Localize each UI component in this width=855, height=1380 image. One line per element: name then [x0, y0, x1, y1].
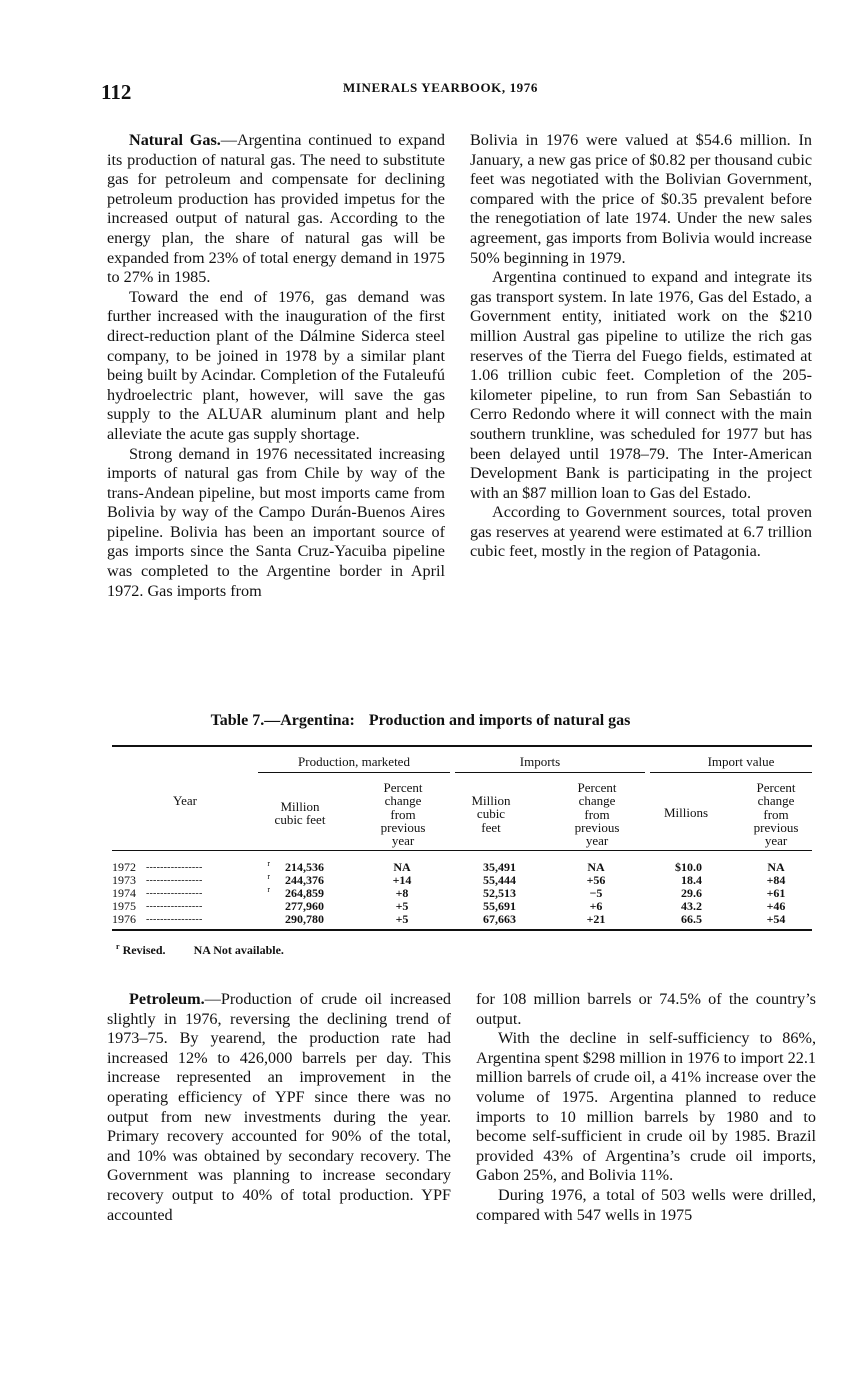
cell-production: 290,780 — [285, 912, 324, 926]
cell-production: 214,536 — [285, 860, 324, 874]
paragraph: Bolivia in 1976 were valued at $54.6 million. In January, a new gas price of $0.82 per thousand cubic feet was negotiated with the Bolivian Government, compared with the price of $0.35 prevalent before the renegotiation of late 1974. Under the new sales agreement, gas imports from Bolivia would increase 50% beginning in 1979. — [470, 131, 812, 267]
table-bottom-rule — [112, 929, 812, 931]
paragraph — [107, 131, 445, 288]
header-bottom-rule — [112, 850, 812, 851]
col-header-prod-percent-change — [365, 781, 441, 847]
cell-imports-pct: +6 — [589, 899, 603, 913]
cell-import-value-pct: NA — [767, 860, 785, 874]
paragraph: for 108 million barrels or 74.5% of the country’s output. — [476, 990, 816, 1028]
cell-production-pct: +8 — [395, 886, 409, 900]
table-title — [0, 712, 855, 730]
group-underline-production — [258, 772, 450, 773]
cell-imports: 35,491 — [483, 860, 516, 874]
header-line: year — [764, 833, 788, 849]
header-line: from — [763, 806, 789, 822]
cell-imports-pct: +56 — [586, 873, 606, 887]
header-line: Percent — [577, 780, 617, 795]
cell-imports-pct: +21 — [586, 912, 606, 926]
cell-year: 1972 — [112, 860, 136, 874]
paragraph-text: —Production of crude oil increased slightly in 1976, reversing the declining trend of 1973–75. By yearend, the production rate had increased 12% to 426,000 barrels per day. This increase represented an improvement in the operating efficiency of YPF since there was no output from new investments during the year. Primary recovery accounted for 90% of the total, and 10% was obtained by secondary recovery. The Government was planning to increase secondary recovery output to 40% of total production. YPF accounted — [107, 990, 451, 1224]
col-header-imp-percent-change — [559, 781, 635, 847]
header-line: Million — [280, 799, 320, 814]
cell-revised-mark: r — [267, 885, 270, 894]
cell-production: 277,960 — [285, 899, 324, 913]
cell-import-value: 43.2 — [681, 899, 702, 913]
leader-dots: ---------------- — [146, 914, 203, 925]
header-line: previous — [574, 819, 620, 835]
footnote-revised: Revised. — [122, 943, 166, 957]
footnote-na: NA Not available. — [193, 943, 284, 957]
text-column-2 — [470, 131, 812, 562]
header-line: feet — [481, 819, 501, 835]
table-caption: Production and imports of natural gas — [368, 712, 631, 729]
text-column-1 — [107, 131, 445, 601]
header-line: cubic feet — [274, 812, 326, 828]
group-underline-import-value — [650, 772, 812, 773]
group-header-imports: Imports — [519, 754, 561, 769]
table-number: Table 7.—Argentina: — [210, 712, 355, 729]
paragraph: According to Government sources, total proven gas reserves at yearend were estimated at 6.7 trillion cubic feet, mostly in the region of Patagonia. — [470, 503, 812, 561]
paragraph: With the decline in self-sufficiency to 86%, Argentina spent $298 million in 1976 to import 22.1 million barrels of crude oil, a 41% increase over the volume of 1975. Argentina planned to reduce imports to 10 million barrels by 1980 and to become self-sufficient in crude oil by 1985. Brazil provided 43% of Argentina’s crude oil imports, Gabon 25%, and Bolivia 11%. — [476, 1029, 816, 1185]
table-top-rule — [112, 745, 812, 747]
header-line: Million — [471, 793, 511, 808]
cell-revised-mark: r — [267, 872, 270, 881]
group-header-import-value: Import value — [707, 754, 775, 769]
cell-production: 244,376 — [285, 873, 324, 887]
paragraph-text: —Argentina continued to expand its production of natural gas. The need to substitute gas for petroleum and compensate for declining petroleum production has provided impetus for the increased output of natural gas. According to the energy plan, the share of natural gas will be expanded from 23% of total energy demand in 1975 to 27% in 1985. — [107, 131, 446, 287]
cell-imports: 55,444 — [483, 873, 516, 887]
cell-year: 1973 — [112, 873, 136, 887]
header-line: previous — [380, 819, 426, 835]
cell-import-value-pct: +84 — [766, 873, 786, 887]
cell-year: 1975 — [112, 899, 136, 913]
cell-import-value: 18.4 — [681, 873, 702, 887]
col-header-imp-million-cubic-feet — [455, 794, 527, 834]
cell-imports-pct: −5 — [589, 886, 603, 900]
header-line: year — [391, 833, 415, 849]
text-column-3 — [107, 990, 451, 1225]
col-header-year: Year — [173, 793, 197, 808]
section-heading-petroleum: Petroleum. — [129, 990, 205, 1008]
cell-import-value: $10.0 — [675, 860, 702, 874]
cell-import-value: 29.6 — [681, 886, 702, 900]
cell-revised-mark: r — [267, 859, 270, 868]
table-footnote — [116, 942, 312, 958]
cell-year: 1974 — [112, 886, 136, 900]
leader-dots: ---------------- — [146, 901, 203, 912]
col-header-prod-million-cubic-feet — [255, 800, 345, 827]
cell-production-pct: +14 — [392, 873, 412, 887]
cell-production-pct: +5 — [395, 912, 409, 926]
cell-import-value-pct: +54 — [766, 912, 786, 926]
text-column-4 — [476, 990, 816, 1225]
paragraph: Toward the end of 1976, gas demand was further increased with the inauguration of the first direct-reduction plant of the Dálmine Siderca steel company, to be joined in 1978 by a similar plant being built by Acindar. Completion of the Futaleufú hydroelectric plant, however, will save the gas supply to the ALUAR aluminum plant and help alleviate the acute gas supply shortage. — [107, 287, 445, 443]
cell-import-value-pct: +46 — [766, 899, 786, 913]
header-line: from — [390, 806, 416, 822]
cell-imports: 55,691 — [483, 899, 516, 913]
cell-import-value-pct: +61 — [766, 886, 786, 900]
header-line: cubic — [476, 806, 506, 822]
header-line: previous — [753, 819, 799, 835]
cell-production: 264,859 — [285, 886, 324, 900]
paragraph — [107, 990, 451, 1225]
group-header-production: Production, marketed — [298, 754, 410, 769]
header-line: Percent — [756, 780, 796, 795]
section-heading-natural-gas: Natural Gas. — [129, 131, 221, 149]
leader-dots: ---------------- — [146, 875, 203, 886]
paragraph: Argentina continued to expand and integrate its gas transport system. In late 1976, Gas del Estado, a Government entity, initiated work on the $210 million Austral gas pipeline to utilize the rich gas reserves of the Tierra del Fuego fields, estimated at 1.06 trillion cubic feet. Completion of the 205-kilometer pipeline, to run from San Sebastián to Cerro Redondo where it will connect with the main southern trunkline, was scheduled for 1977 but has been delayed until 1978–79. The Inter-American Development Bank is participating in the project with an $87 million loan to Gas del Estado. — [470, 268, 812, 502]
revised-mark: r — [116, 942, 120, 951]
col-header-millions: Millions — [663, 805, 709, 820]
cell-production-pct: NA — [393, 860, 411, 874]
page-number: 112 — [101, 80, 132, 104]
group-underline-imports — [455, 772, 645, 773]
cell-year: 1976 — [112, 912, 136, 926]
cell-production-pct: +5 — [395, 899, 409, 913]
leader-dots: ---------------- — [146, 888, 203, 899]
col-header-value-percent-change — [740, 781, 812, 847]
paragraph: During 1976, a total of 503 wells were drilled, compared with 547 wells in 1975 — [476, 1185, 816, 1224]
cell-import-value: 66.5 — [681, 912, 702, 926]
paragraph: Strong demand in 1976 necessitated increasing imports of natural gas from Chile by way of the trans-Andean pipeline, but most imports came from Bolivia by way of the Campo Durán-Buenos Aires pipeline. Bolivia has been an important source of gas imports since the Santa Cruz-Yacuiba pipeline was completed to the Argentine border in April 1972. Gas imports from — [107, 444, 445, 600]
cell-imports: 67,663 — [483, 912, 516, 926]
leader-dots: ---------------- — [146, 862, 203, 873]
header-line: from — [584, 806, 610, 822]
running-title: MINERALS YEARBOOK, 1976 — [343, 80, 538, 95]
cell-imports: 52,513 — [483, 886, 516, 900]
header-line: year — [585, 833, 609, 849]
cell-imports-pct: NA — [587, 860, 605, 874]
header-line: change — [578, 793, 616, 809]
header-line: Percent — [383, 780, 423, 795]
header-line: change — [384, 793, 422, 809]
header-line: change — [757, 793, 795, 809]
